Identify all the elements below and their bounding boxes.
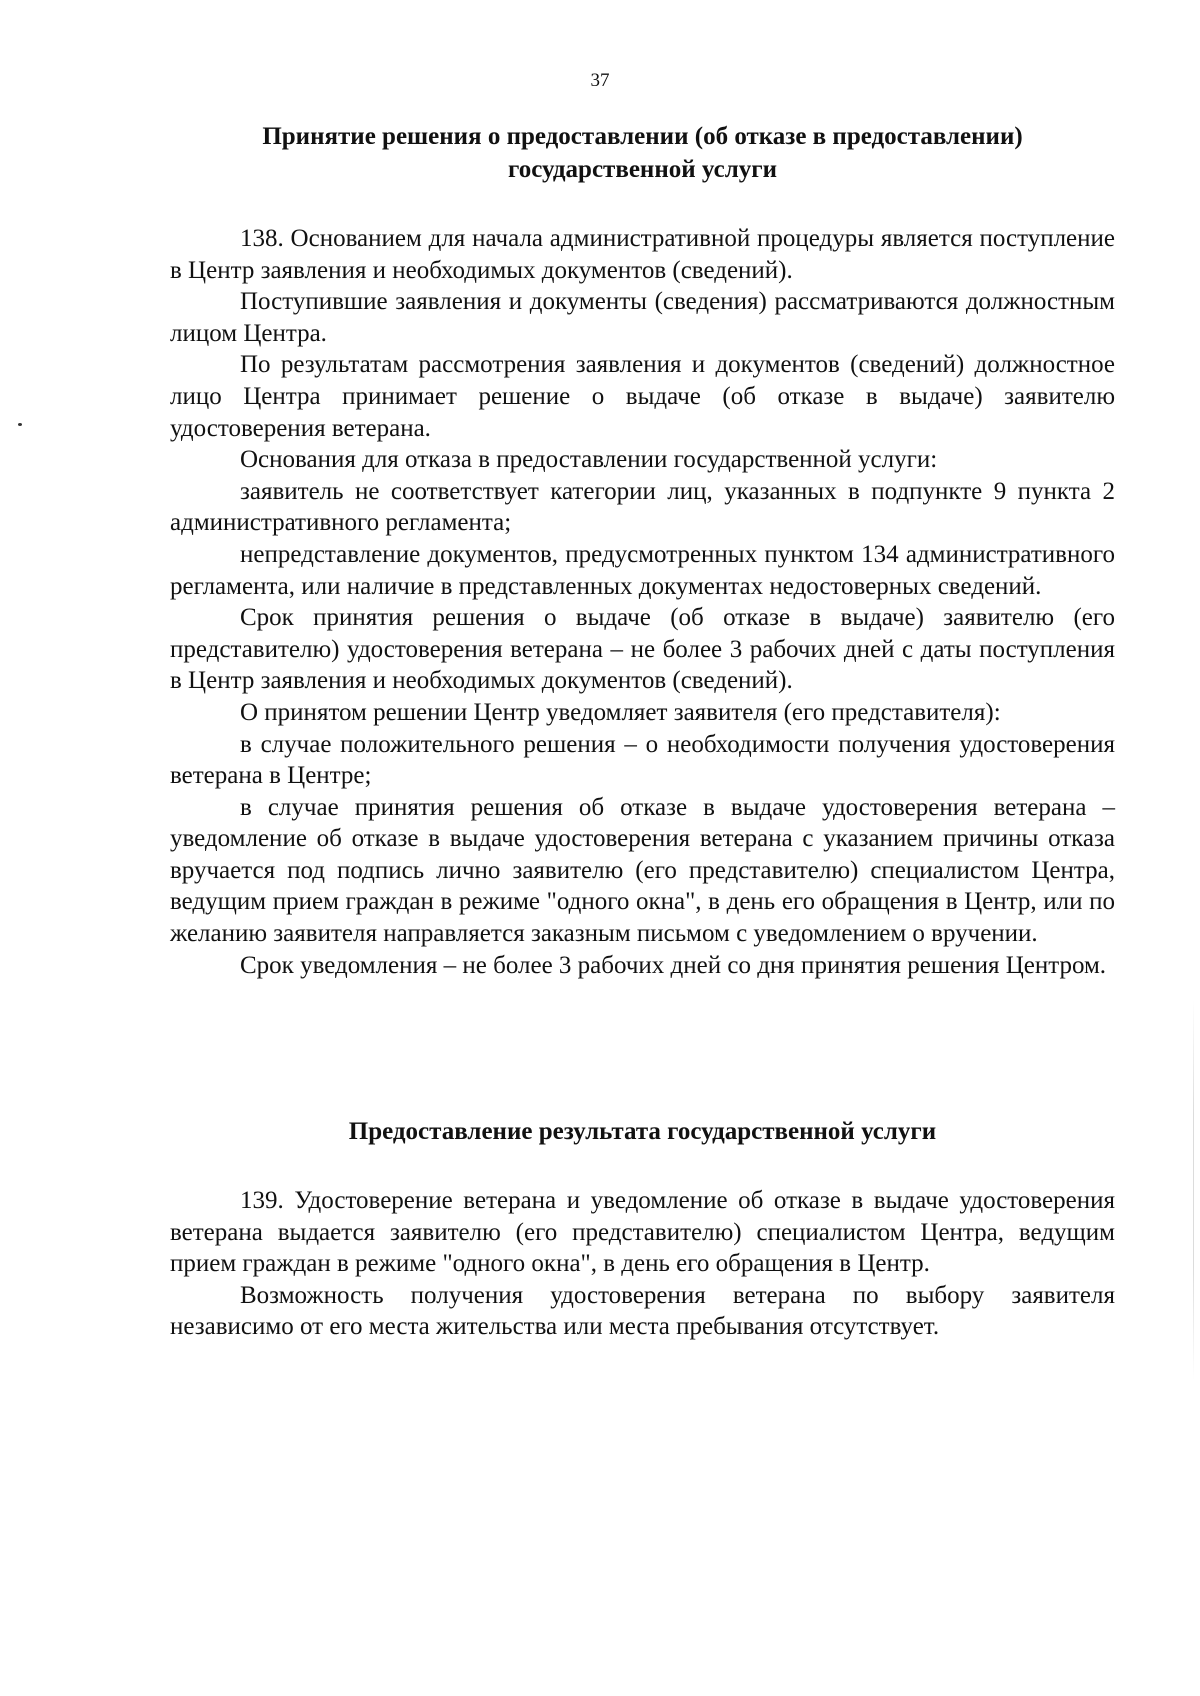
section-heading <box>170 1115 1115 1148</box>
heading-line: Предоставление результата государственной услуги <box>348 1118 937 1145</box>
section-body <box>170 223 1115 981</box>
heading-line: государственной услуги <box>507 156 778 183</box>
section-body <box>170 1185 1115 1343</box>
paragraph: заявитель не соответствует категории лиц, указанных в подпункте 9 пункта 2 административного регламента; <box>170 477 1115 537</box>
scan-edge-shadow <box>1193 1000 1194 1380</box>
paragraph: Срок уведомления – не более 3 рабочих дней со дня принятия решения Центром. <box>240 951 1107 979</box>
paragraph: О принятом решении Центр уведомляет заявителя (его представителя): <box>240 698 1001 726</box>
paragraph: Возможность получения удостоверения ветерана по выбору заявителя независимо от его места жительства или места пребывания отсутствует. <box>170 1281 1115 1341</box>
paragraph: в случае положительного решения – о необходимости получения удостоверения ветерана в Центре; <box>170 730 1115 790</box>
paragraph: непредставление документов, предусмотренных пунктом 134 административного регламента, или наличие в представленных документах недостоверных сведений. <box>170 540 1115 600</box>
paragraph: Срок принятия решения о выдаче (об отказе в выдаче) заявителю (его представителю) удостоверения ветерана – не более 3 рабочих дней с даты поступления в Центр заявления и необходимых документов (сведений). <box>170 604 1115 695</box>
section-decision <box>170 120 1115 981</box>
heading-line: Принятие решения о предоставлении (об отказе в предоставлении) <box>262 123 1023 150</box>
paragraph: Основания для отказа в предоставлении государственной услуги: <box>240 446 938 474</box>
paragraph: По результатам рассмотрения заявления и документов (сведений) должностное лицо Центра принимает решение о выдаче (об отказе в выдаче) заявителю удостоверения ветерана. <box>170 351 1115 442</box>
section-heading <box>170 120 1115 186</box>
paragraph: в случае принятия решения об отказе в выдаче удостоверения ветерана – уведомление об отказе в выдаче удостоверения ветерана с указанием причины отказа вручается под подпись лично заявителю (его представителю) специалистом Центра, ведущим прием граждан в режиме "одного окна", в день его обращения в Центр, или по желанию заявителя направляется заказным письмом с уведомлением о вручении. <box>170 793 1115 948</box>
section-result <box>170 1115 1115 1343</box>
paragraph: 139. Удостоверение ветерана и уведомление об отказе в выдаче удостоверения ветерана выдается заявителю (его представителю) специалистом Центра, ведущим прием граждан в режиме "одного окна", в день его обращения в Центр. <box>170 1187 1115 1278</box>
paragraph: Поступившие заявления и документы (сведения) рассматриваются должностным лицом Центра. <box>170 288 1115 347</box>
paragraph: 138. Основанием для начала административной процедуры является поступление в Центр заявления и необходимых документов (сведений). <box>170 225 1115 284</box>
page-number: 37 <box>590 70 610 91</box>
scan-speck <box>18 423 22 426</box>
